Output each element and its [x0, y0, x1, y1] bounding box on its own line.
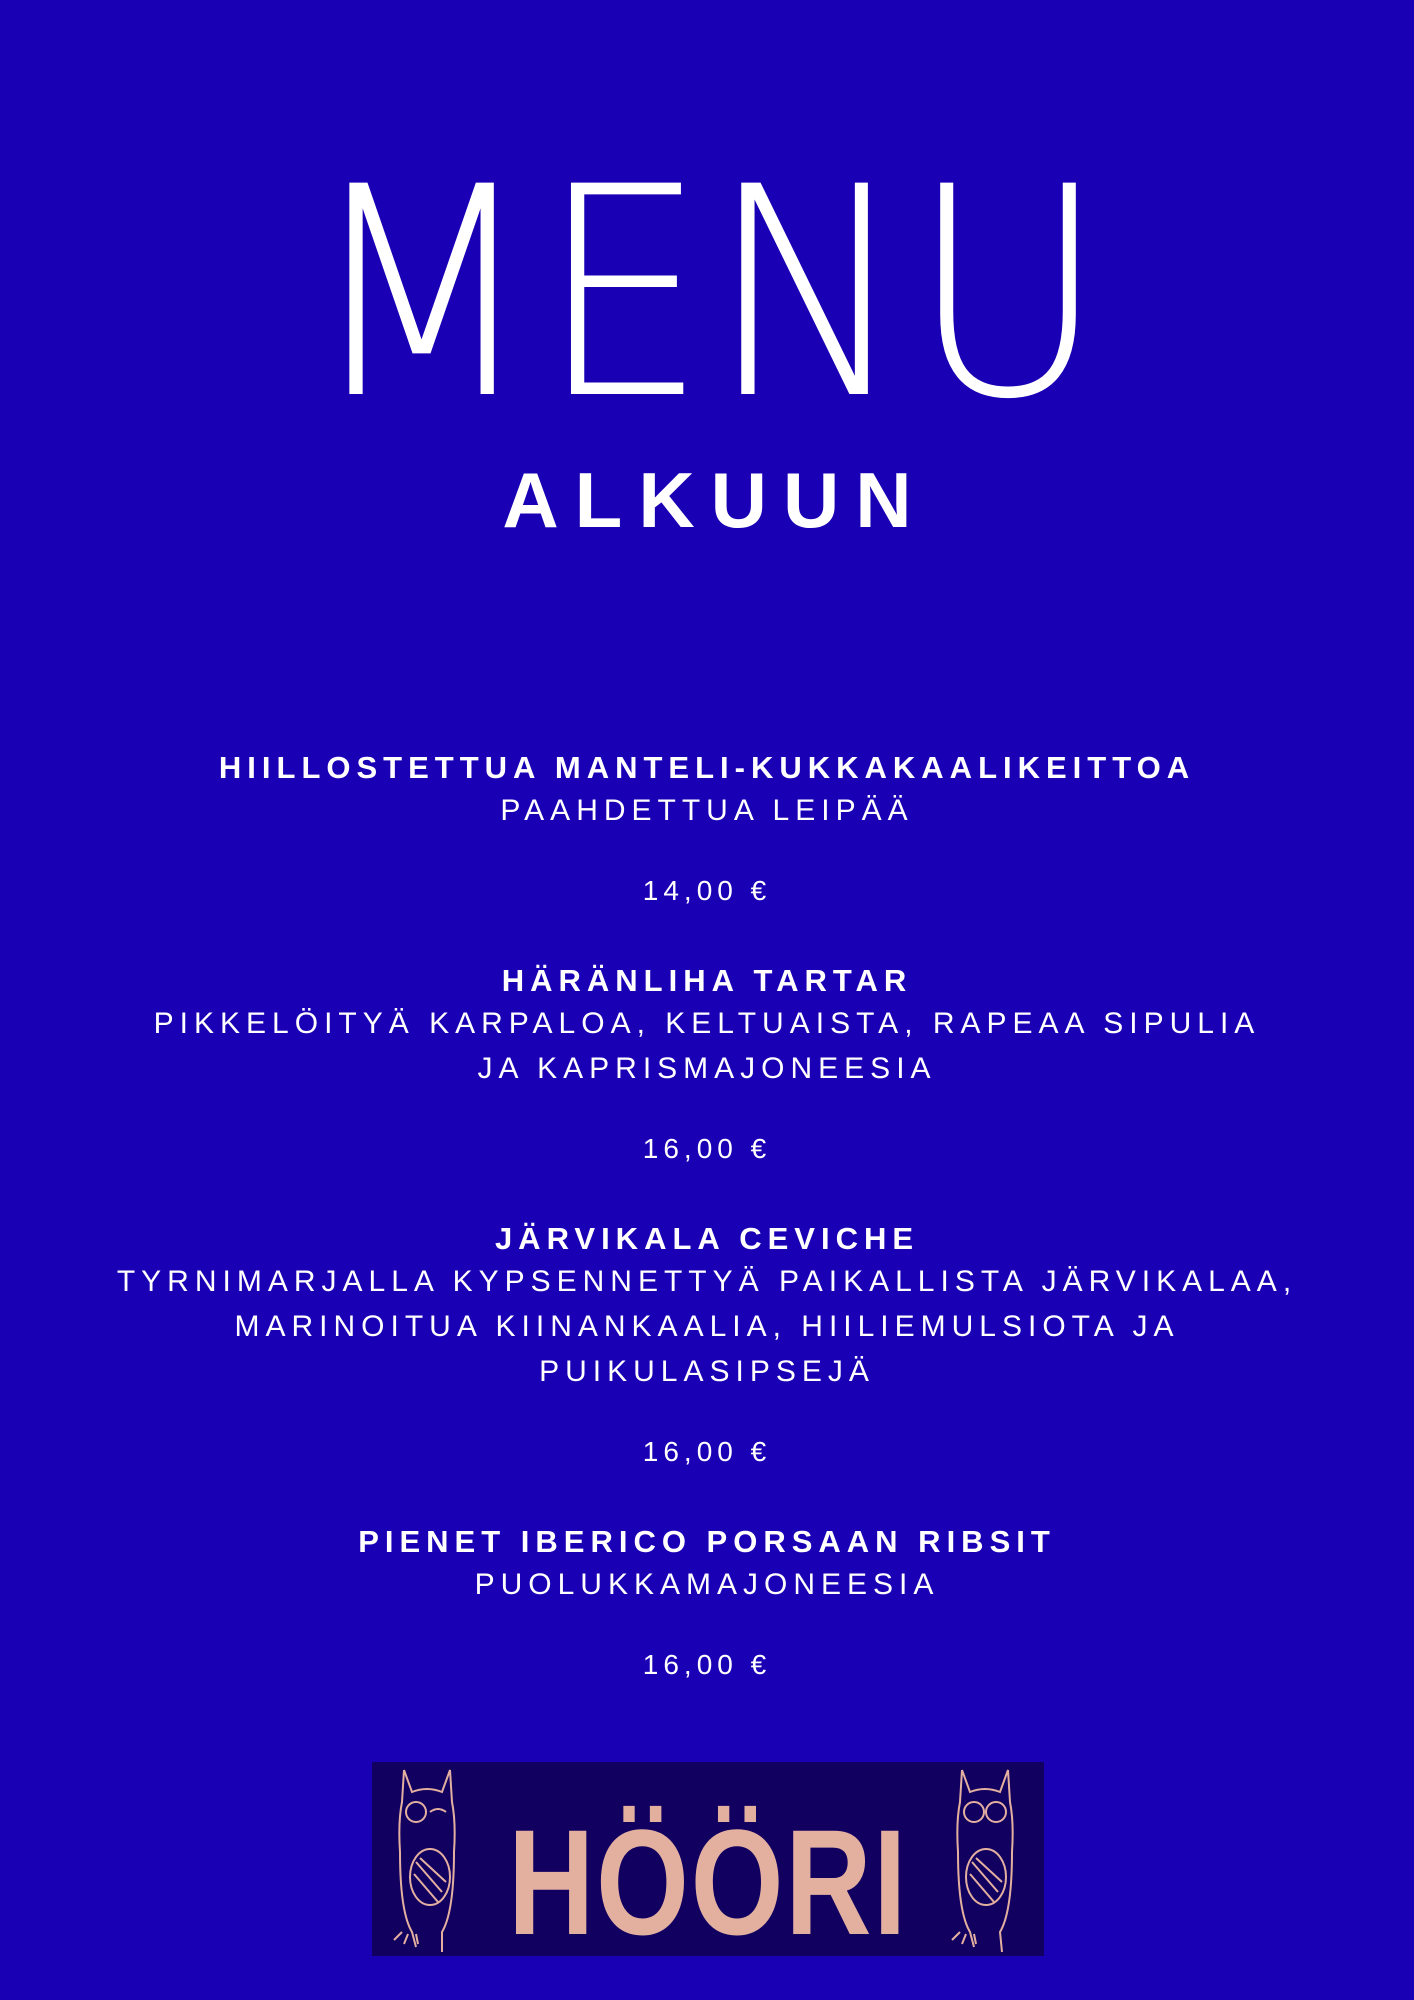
logo-text: HÖÖRI	[508, 1798, 908, 1956]
menu-item-price: 14,00 €	[642, 875, 772, 906]
menu-item-description: PIKKELÖITYÄ KARPALOA, KELTUAISTA, RAPEAA SIPULIA JA KAPRISMAJONEESIA	[153, 1007, 1261, 1085]
menu-item-price: 16,00 €	[642, 1436, 772, 1467]
menu-item-description: PUOLUKKAMAJONEESIA	[474, 1568, 940, 1601]
menu-item	[110, 748, 1304, 909]
menu-section-title: ALKUUN	[502, 456, 928, 544]
menu-item-name: JÄRVIKALA CEVICHE	[494, 1221, 920, 1256]
menu-list	[110, 748, 1304, 1735]
menu-item	[110, 1219, 1304, 1470]
menu-item	[110, 1522, 1304, 1683]
owl-icon	[952, 1770, 1013, 1952]
restaurant-logo	[372, 1762, 1044, 1956]
menu-item-name: HÄRÄNLIHA TARTAR	[501, 963, 913, 998]
menu-item-description: TYRNIMARJALLA KYPSENNETTYÄ PAIKALLISTA JÄRVIKALAA, MARINOITUA KIINANKAALIA, HIILIEMULSIOTA JA PUIKULASIPSEJÄ	[116, 1265, 1298, 1388]
menu-title: MENU	[306, 126, 1108, 463]
menu-item-name: HIILLOSTETTUA MANTELI-KUKKAKAALIKEITTOA	[218, 750, 1196, 785]
menu-item-description: PAAHDETTUA LEIPÄÄ	[500, 794, 914, 827]
menu-item-price: 16,00 €	[642, 1133, 772, 1164]
menu-item	[110, 961, 1304, 1167]
menu-item-price: 16,00 €	[642, 1649, 772, 1680]
owl-icon	[394, 1770, 455, 1952]
menu-item-name: PIENET IBERICO PORSAAN RIBSIT	[358, 1524, 1056, 1559]
